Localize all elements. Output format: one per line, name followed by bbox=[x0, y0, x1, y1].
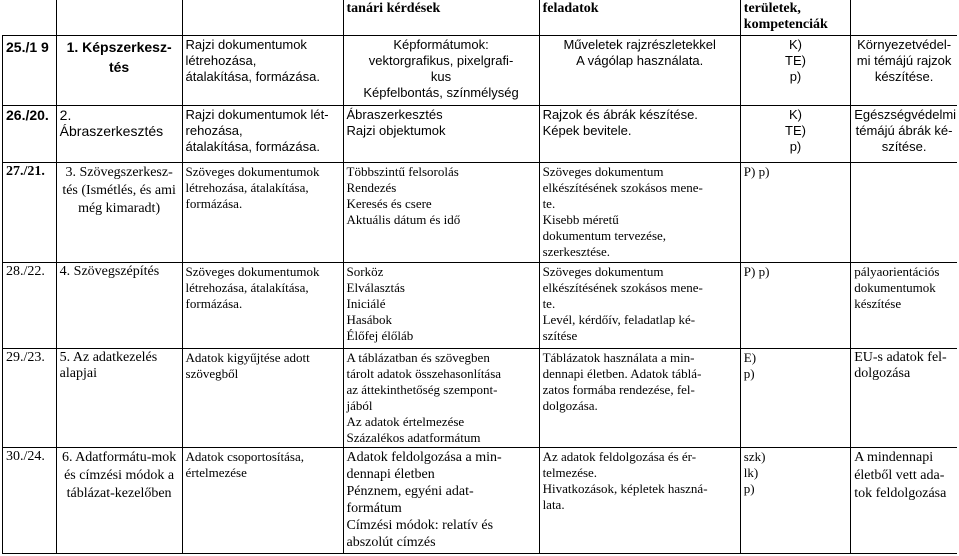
comp-line: lk) bbox=[743, 464, 759, 480]
goal-line: szövegből bbox=[185, 365, 239, 381]
content-line: Adatok feldolgozása a min- bbox=[346, 449, 502, 465]
goal-line: átalakítása, formázása. bbox=[185, 68, 320, 84]
comp-line: TE) bbox=[785, 52, 806, 68]
task-line: Képek bevitele. bbox=[542, 122, 632, 138]
area-line: dolgozása bbox=[854, 365, 911, 381]
task-line: dokumentum tervezése, bbox=[542, 227, 667, 243]
header-questions: tanári kérdések bbox=[343, 0, 539, 35]
task-line: elkészítésének szokásos mene- bbox=[542, 279, 703, 295]
task-line: Rajzok és ábrák készítése. bbox=[542, 106, 698, 122]
content-line: Ábraszerkesztés bbox=[346, 106, 443, 122]
task-line: Kisebb méretű bbox=[542, 211, 619, 227]
row-tasks bbox=[539, 348, 740, 447]
goal-line: Szöveges dokumentumok bbox=[185, 163, 320, 179]
header-blank-7 bbox=[851, 0, 957, 35]
content-line: Pénznem, egyéni adat- bbox=[346, 483, 474, 499]
content-line: Elválasztás bbox=[346, 279, 405, 295]
task-line: Műveletek rajzrészletekkel bbox=[563, 36, 716, 52]
header-row bbox=[3, 0, 958, 35]
table-row bbox=[3, 105, 958, 162]
goal-line: Adatok csoportosítása, bbox=[185, 448, 304, 464]
row-areas bbox=[851, 105, 957, 162]
area-line: tok feldolgozása bbox=[854, 485, 947, 501]
comp-line: E) bbox=[743, 349, 757, 365]
content-line: Többszintű felsorolás bbox=[346, 163, 459, 179]
table-row bbox=[3, 348, 958, 447]
row-goal bbox=[182, 348, 343, 447]
area-line: szítése. bbox=[881, 138, 927, 154]
row-hours: 28./22. bbox=[3, 262, 57, 348]
task-line: elkészítésének szokásos mene- bbox=[542, 179, 703, 195]
comp-line: K) bbox=[788, 36, 802, 52]
comp-line: P) p) bbox=[743, 263, 770, 279]
table-row bbox=[3, 162, 958, 262]
header-blank-3 bbox=[182, 0, 343, 35]
area-line: EU-s adatok fel- bbox=[854, 349, 947, 365]
area-line: mi témájú rajzok bbox=[856, 52, 952, 68]
task-line: Szöveges dokumentum bbox=[542, 163, 664, 179]
area-line: pályaorientációs bbox=[854, 263, 940, 279]
content-line: Képformátumok: bbox=[393, 36, 489, 52]
content-line: A táblázatban és szövegben bbox=[346, 349, 490, 365]
content-line: Hasábok bbox=[346, 311, 393, 327]
content-line: Képfelbontás, színmélység bbox=[363, 84, 519, 100]
content-line: tárolt adatok összehasonlítása bbox=[346, 365, 502, 381]
goal-line: Szöveges dokumentumok bbox=[185, 263, 320, 279]
goal-line: létrehozása, bbox=[185, 52, 257, 68]
row-tasks bbox=[539, 105, 740, 162]
content-line: Iniciálé bbox=[346, 295, 386, 311]
area-line: dokumentumok bbox=[854, 279, 936, 295]
row-tasks bbox=[539, 262, 740, 348]
area-line: Egészségvédelmi bbox=[854, 106, 957, 122]
goal-line: Rajzi dokumentumok bbox=[185, 36, 307, 52]
row-topic: 6. Adatformátu-mok és címzési módok a táblázat-kezelőben bbox=[56, 447, 182, 553]
row-topic: 1. Képszerkesz-tés bbox=[56, 35, 182, 105]
row-areas bbox=[851, 162, 957, 262]
row-content bbox=[343, 105, 539, 162]
content-line: Keresés és csere bbox=[346, 195, 432, 211]
row-goal bbox=[182, 262, 343, 348]
task-line: lata. bbox=[542, 496, 565, 512]
curriculum-table bbox=[2, 0, 957, 554]
task-line: szerkesztése. bbox=[542, 243, 611, 259]
header-blank-1 bbox=[3, 0, 57, 35]
row-topic: 5. Az adatkezelés alapjai bbox=[56, 348, 182, 447]
task-line: Az adatok feldolgozása és ér- bbox=[542, 448, 697, 464]
content-line: Rendezés bbox=[346, 179, 397, 195]
row-content bbox=[343, 162, 539, 262]
header-areas-line1: területek, bbox=[743, 1, 801, 16]
row-areas bbox=[851, 35, 957, 105]
goal-line: Adatok kigyűjtése adott bbox=[185, 349, 310, 365]
row-topic: 4. Szövegszépítés bbox=[56, 262, 182, 348]
row-hours: 29./23. bbox=[3, 348, 57, 447]
task-line: te. bbox=[542, 295, 556, 311]
goal-line: formázása. bbox=[185, 195, 243, 211]
content-line: kus bbox=[430, 68, 452, 84]
row-competencies bbox=[740, 262, 850, 348]
content-line: formátum bbox=[346, 500, 402, 516]
content-line: Az adatok értelmezése bbox=[346, 413, 465, 429]
goal-line: átalakítása, formázása. bbox=[185, 138, 320, 154]
row-hours: 27./21. bbox=[3, 162, 57, 262]
task-line: szítése bbox=[542, 327, 578, 343]
content-line: jából bbox=[346, 397, 373, 413]
row-topic: 2. Ábraszerkesztés bbox=[56, 105, 182, 162]
goal-line: létrehozása, átalakítása, bbox=[185, 179, 309, 195]
content-line: abszolút címzés bbox=[346, 534, 436, 550]
task-line: zatos formába rendezése, fel- bbox=[542, 381, 695, 397]
content-line: Aktuális dátum és idő bbox=[346, 211, 461, 227]
comp-line: p) bbox=[743, 480, 755, 496]
row-competencies bbox=[740, 348, 850, 447]
goal-line: értelmezése bbox=[185, 464, 247, 480]
task-line: Szöveges dokumentum bbox=[542, 263, 664, 279]
area-line: témájú ábrák ké- bbox=[855, 122, 953, 138]
goal-line: létrehozása, átalakítása, bbox=[185, 279, 309, 295]
task-line: Táblázatok használata a min- bbox=[542, 349, 695, 365]
row-goal bbox=[182, 162, 343, 262]
task-line: te. bbox=[542, 195, 556, 211]
row-competencies bbox=[740, 162, 850, 262]
row-topic: 3. Szövegszerkesz-tés (Ismétlés, és ami még kimaradt) bbox=[56, 162, 182, 262]
area-line: életből vett ada- bbox=[854, 467, 945, 483]
content-line: dennapi életben bbox=[346, 466, 435, 482]
row-tasks bbox=[539, 162, 740, 262]
header-areas bbox=[740, 0, 850, 35]
task-line: A vágólap használata. bbox=[576, 52, 704, 68]
content-line: Százalékos adatformátum bbox=[346, 429, 481, 445]
goal-line: formázása. bbox=[185, 295, 243, 311]
header-tasks: feladatok bbox=[539, 0, 740, 35]
content-line: Sorköz bbox=[346, 263, 384, 279]
area-line: készítése bbox=[854, 295, 902, 311]
row-content bbox=[343, 447, 539, 553]
row-goal bbox=[182, 105, 343, 162]
comp-line: P) p) bbox=[743, 163, 770, 179]
content-line: vektorgrafikus, pixelgrafi- bbox=[368, 52, 514, 68]
goal-line: Rajzi dokumentumok lét- bbox=[185, 106, 329, 122]
comp-line: p) bbox=[789, 68, 802, 84]
row-content bbox=[343, 262, 539, 348]
task-line: dolgozása. bbox=[542, 397, 598, 413]
content-line: Rajzi objektumok bbox=[346, 122, 446, 138]
row-areas bbox=[851, 348, 957, 447]
row-hours: 25./1 9 bbox=[3, 35, 57, 105]
content-line: Élőfej élőláb bbox=[346, 327, 414, 343]
table-row bbox=[3, 35, 958, 105]
table-row bbox=[3, 447, 958, 553]
row-hours: 26./20. bbox=[3, 105, 57, 162]
area-line: A mindennapi bbox=[854, 449, 934, 465]
row-hours: 30./24. bbox=[3, 447, 57, 553]
row-goal bbox=[182, 447, 343, 553]
comp-line: TE) bbox=[785, 122, 806, 138]
row-areas bbox=[851, 447, 957, 553]
row-competencies bbox=[740, 447, 850, 553]
row-competencies bbox=[740, 35, 850, 105]
row-content bbox=[343, 348, 539, 447]
comp-line: szk) bbox=[743, 448, 766, 464]
task-line: telmezése. bbox=[542, 464, 598, 480]
goal-line: rehozása, bbox=[185, 122, 243, 138]
content-line: Címzési módok: relatív és bbox=[346, 517, 494, 533]
row-goal bbox=[182, 35, 343, 105]
header-blank-2 bbox=[56, 0, 182, 35]
area-line: készítése. bbox=[874, 68, 934, 84]
table-row bbox=[3, 262, 958, 348]
row-competencies bbox=[740, 105, 850, 162]
task-line: dennapi életben. Adatok táblá- bbox=[542, 365, 702, 381]
row-content bbox=[343, 35, 539, 105]
header-areas-line2: kompetenciák bbox=[743, 17, 828, 32]
row-areas bbox=[851, 262, 957, 348]
task-line: Hivatkozások, képletek haszná- bbox=[542, 480, 708, 496]
row-tasks bbox=[539, 447, 740, 553]
comp-line: K) bbox=[788, 106, 802, 122]
comp-line: p) bbox=[743, 365, 755, 381]
comp-line: p) bbox=[789, 138, 802, 154]
task-line: Levél, kérdőív, feladatlap ké- bbox=[542, 311, 696, 327]
content-line: az áttekinthetőség szempont- bbox=[346, 381, 498, 397]
row-tasks bbox=[539, 35, 740, 105]
area-line: Környezetvédel- bbox=[857, 36, 952, 52]
